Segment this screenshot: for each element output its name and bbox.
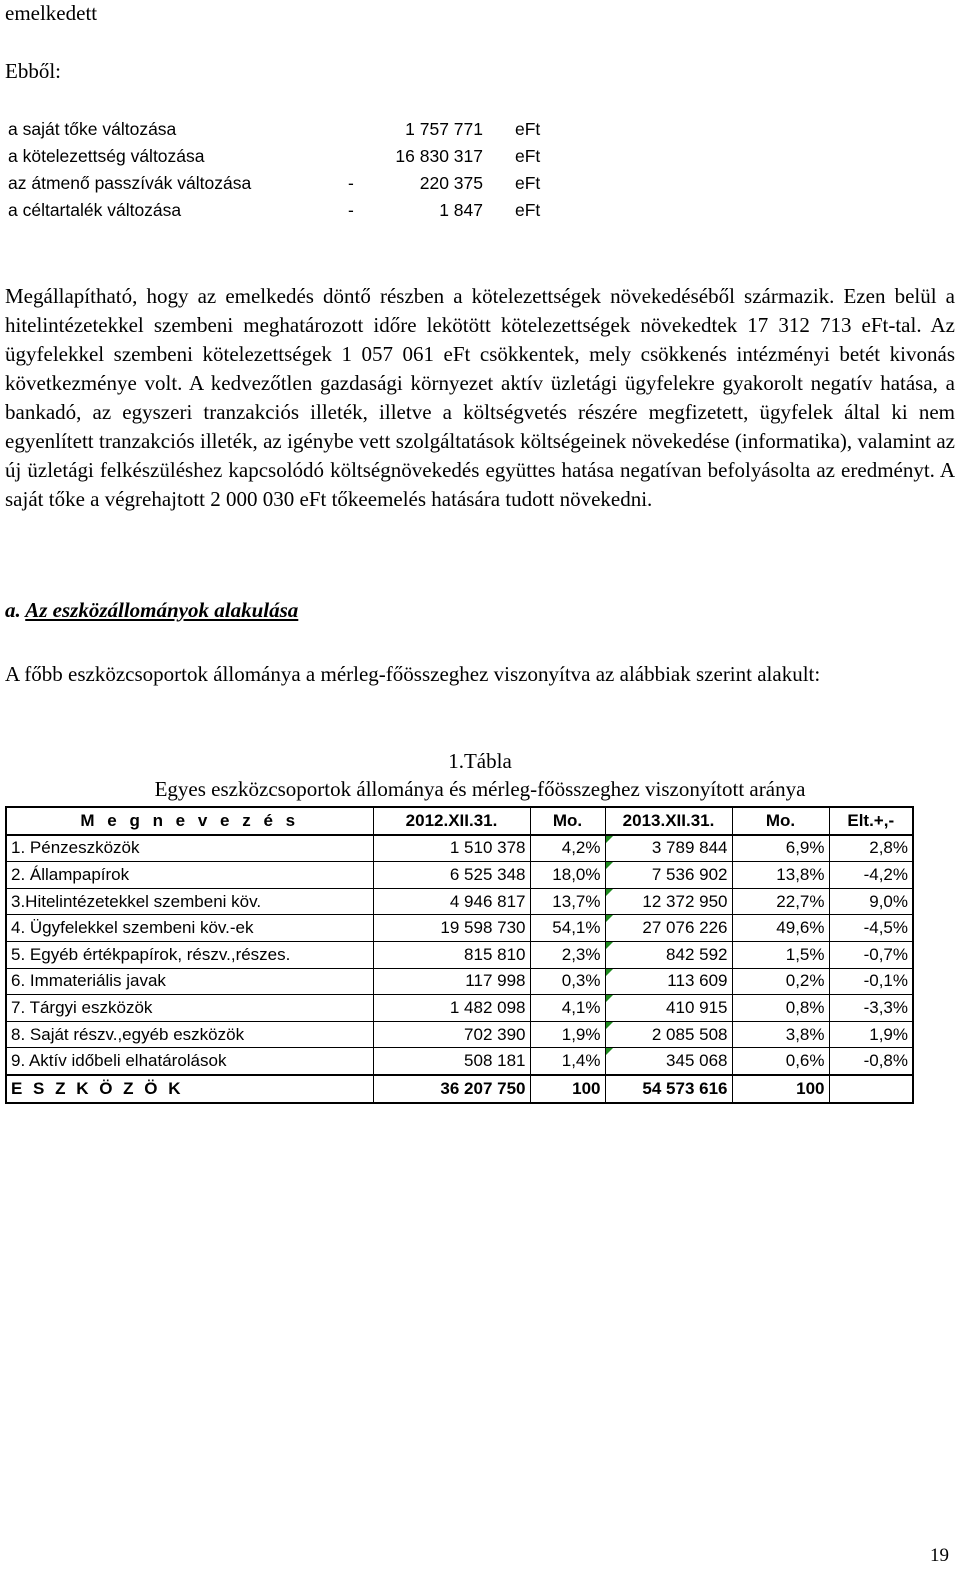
changes-list	[8, 116, 568, 224]
asset-table	[5, 806, 914, 1104]
page-number: 19	[930, 1545, 949, 1566]
cell-mo-2012: 1,4%	[530, 1048, 605, 1075]
cell-elt: -0,1%	[829, 968, 913, 995]
change-value: 220 375	[419, 173, 483, 193]
cell-mo-2012: 0,3%	[530, 968, 605, 995]
cell-2012: 117 998	[373, 968, 530, 995]
change-label: a saját tőke változása	[8, 119, 177, 139]
table-row	[6, 1021, 913, 1048]
paragraph-text: Megállapítható, hogy az emelkedés döntő részben a kötelezettségek növekedéséből származik. Ezen belül a hitelintézetekkel szembeni meghatározott időre lekötött kötelezettségek növekedtek 17 312 713 eFt-tal. Az ügyfelekkel szembeni kötelezettségek 1 057 061 eFt csökkentek, mely csökkenés intézményi betét kivonás következménye volt. A kedvezőtlen gazdasági környezet aktív üzletági ügyfelekre gyakorolt negatív hatása, a bankadó, az egyszeri tranzakciós illeték, illetve a költségvetés részére megfizetett, ügyfelek által ki nem egyenlített tranzakciós illeték, az igénybe vett szolgáltatások költségeinek növekedése (informatika), valamint az új üzletági felkészüléshez kapcsolódó költségnövekedés együttes hatása negatívan befolyásolta az eredményt. A saját tőke a végrehajtott 2 000 030 eFt tőkeemelés hatására tudott növekedni.	[5, 284, 955, 511]
header-2012: 2012.XII.31.	[373, 807, 530, 835]
cell-2013: 12 372 950	[605, 888, 732, 915]
change-unit: eFt	[515, 200, 541, 220]
cell-2013: 3 789 844	[605, 835, 732, 862]
cell-name: 6. Immateriális javak	[6, 968, 373, 995]
change-unit: eFt	[515, 146, 541, 166]
change-row	[8, 116, 568, 143]
change-label: a céltartalék változása	[8, 200, 182, 220]
table-number: 1.Tábla	[448, 749, 512, 773]
cell-mo-2012: 4,1%	[530, 995, 605, 1022]
cell-mo-2013: 1,5%	[732, 941, 829, 968]
cell-2012: 4 946 817	[373, 888, 530, 915]
cell-mo-2012: 13,7%	[530, 888, 605, 915]
cell-mo-2012: 1,9%	[530, 1021, 605, 1048]
cell-elt: -0,8%	[829, 1048, 913, 1075]
intro-paragraph: A főbb eszközcsoportok állománya a mérleg-főösszeghez viszonyítva az alábbiak szerint alakult:	[5, 662, 821, 686]
table-row	[6, 915, 913, 942]
cell-2013: 410 915	[605, 995, 732, 1022]
table-row	[6, 862, 913, 889]
table-row	[6, 995, 913, 1022]
continued-text: emelkedett	[5, 1, 98, 25]
ebbol-label: Ebből:	[5, 59, 61, 83]
total-cell-2013: 54 573 616	[605, 1075, 732, 1103]
header-mo-2012: Mo.	[530, 807, 605, 835]
cell-name: 2. Állampapírok	[6, 862, 373, 889]
cell-mo-2013: 6,9%	[732, 835, 829, 862]
change-unit: eFt	[515, 173, 541, 193]
total-cell-elt	[829, 1075, 913, 1103]
cell-2013: 113 609	[605, 968, 732, 995]
table-total-row	[6, 1075, 913, 1103]
cell-2013: 2 085 508	[605, 1021, 732, 1048]
cell-elt: -0,7%	[829, 941, 913, 968]
cell-mo-2012: 2,3%	[530, 941, 605, 968]
change-unit: eFt	[515, 119, 541, 139]
table-row	[6, 888, 913, 915]
cell-elt: 9,0%	[829, 888, 913, 915]
cell-name: 7. Tárgyi eszközök	[6, 995, 373, 1022]
total-cell-name: E S Z K Ö Z Ö K	[6, 1075, 373, 1103]
cell-mo-2013: 0,2%	[732, 968, 829, 995]
change-label: az átmenő passzívák változása	[8, 173, 252, 193]
cell-name: 5. Egyéb értékpapírok, részv.,részes.	[6, 941, 373, 968]
cell-2012: 815 810	[373, 941, 530, 968]
cell-mo-2013: 0,6%	[732, 1048, 829, 1075]
cell-elt: 2,8%	[829, 835, 913, 862]
header-2013: 2013.XII.31.	[605, 807, 732, 835]
cell-2012: 6 525 348	[373, 862, 530, 889]
header-name-label: M e g n e v e z é s	[80, 810, 300, 830]
cell-2013: 7 536 902	[605, 862, 732, 889]
change-label: a kötelezettség változása	[8, 146, 205, 166]
change-row	[8, 170, 568, 197]
cell-2012: 508 181	[373, 1048, 530, 1075]
cell-name: 9. Aktív időbeli elhatárolások	[6, 1048, 373, 1075]
change-value: 16 830 317	[395, 146, 483, 166]
total-cell-2012: 36 207 750	[373, 1075, 530, 1103]
cell-mo-2012: 54,1%	[530, 915, 605, 942]
cell-2012: 19 598 730	[373, 915, 530, 942]
table-body	[6, 835, 913, 1103]
table-row	[6, 968, 913, 995]
table-row	[6, 835, 913, 862]
cell-2012: 1 482 098	[373, 995, 530, 1022]
section-heading	[5, 596, 298, 624]
section-title: Az eszközállományok alakulása	[25, 598, 299, 622]
header-mo-2013: Mo.	[732, 807, 829, 835]
table-caption: Egyes eszközcsoportok állománya és mérleg-főösszeghez viszonyított aránya	[154, 777, 806, 801]
change-row	[8, 143, 568, 170]
cell-mo-2013: 0,8%	[732, 995, 829, 1022]
change-value: 1 757 771	[405, 119, 483, 139]
cell-elt: -3,3%	[829, 995, 913, 1022]
cell-elt: -4,5%	[829, 915, 913, 942]
cell-mo-2012: 18,0%	[530, 862, 605, 889]
cell-mo-2013: 22,7%	[732, 888, 829, 915]
change-sign: -	[348, 200, 354, 220]
table-row	[6, 1048, 913, 1075]
total-cell-mo-2013: 100	[732, 1075, 829, 1103]
cell-mo-2013: 13,8%	[732, 862, 829, 889]
cell-2012: 702 390	[373, 1021, 530, 1048]
total-cell-mo-2012: 100	[530, 1075, 605, 1103]
section-number: a.	[5, 598, 21, 622]
cell-2013: 27 076 226	[605, 915, 732, 942]
cell-mo-2013: 3,8%	[732, 1021, 829, 1048]
header-name	[6, 807, 373, 835]
table-header-row	[6, 807, 913, 835]
cell-elt: 1,9%	[829, 1021, 913, 1048]
cell-name: 8. Saját részv.,egyéb eszközök	[6, 1021, 373, 1048]
cell-mo-2013: 49,6%	[732, 915, 829, 942]
cell-name: 3.Hitelintézetekkel szembeni köv.	[6, 888, 373, 915]
cell-elt: -4,2%	[829, 862, 913, 889]
change-value: 1 847	[439, 200, 483, 220]
header-elt: Elt.+,-	[829, 807, 913, 835]
cell-mo-2012: 4,2%	[530, 835, 605, 862]
body-paragraph	[5, 282, 955, 514]
change-row	[8, 197, 568, 224]
cell-name: 1. Pénzeszközök	[6, 835, 373, 862]
change-sign: -	[348, 173, 354, 193]
cell-2013: 345 068	[605, 1048, 732, 1075]
cell-2012: 1 510 378	[373, 835, 530, 862]
table-row	[6, 941, 913, 968]
cell-2013: 842 592	[605, 941, 732, 968]
cell-name: 4. Ügyfelekkel szembeni köv.-ek	[6, 915, 373, 942]
